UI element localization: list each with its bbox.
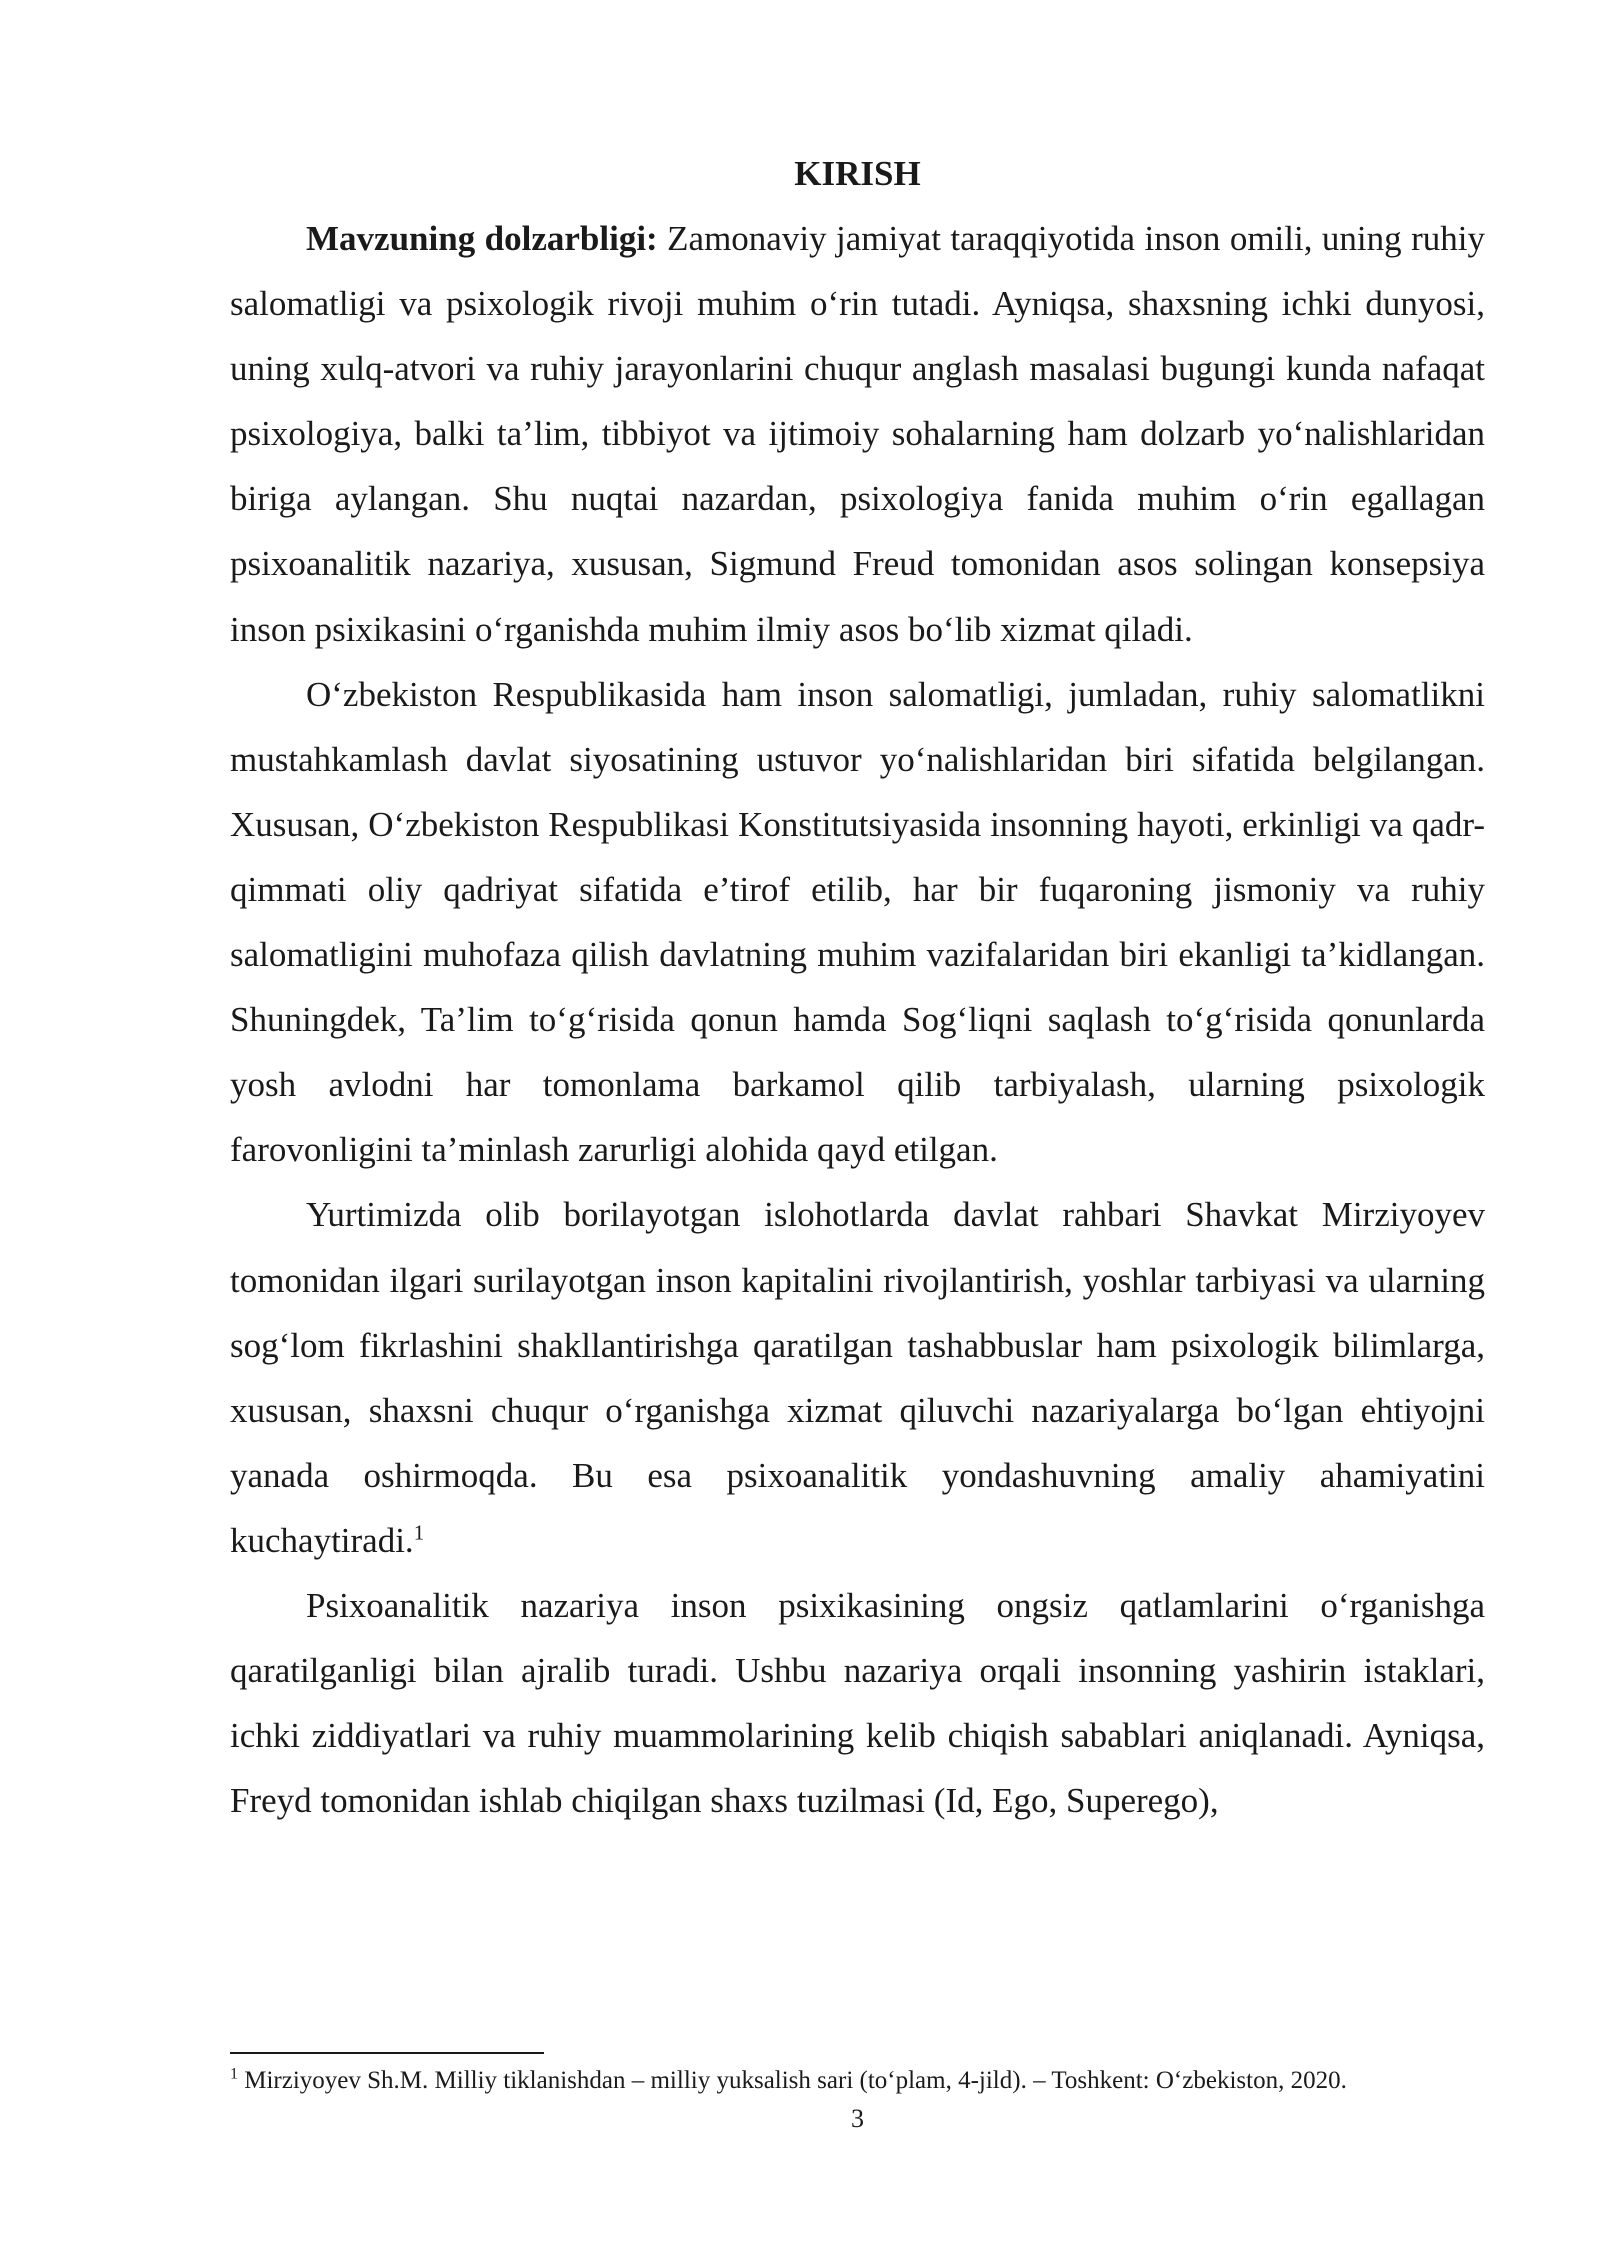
footnote-text: Mirziyoyev Sh.M. Milliy tiklanishdan – milliy yuksalish sari (to‘plam, 4-jild). – Toshkent: O‘zbekiston, 2020. bbox=[238, 2067, 1347, 2094]
paragraph-text: Zamonaviy jamiyat taraqqiyotida inson omili, uning ruhiy salomatligi va psixologik rivoji muhim o‘rin tutadi. Ayniqsa, shaxsning ichki dunyosi, uning xulq-atvori va ruhiy jarayonlarini chuqur anglash masalasi bugungi kunda nafaqat psixologiya, balki ta’lim, tibbiyot va ijtimoiy sohalarning ham dolzarb yo‘nalishlaridan biriga aylangan. Shu nuqtai nazardan, psixologiya fanida muhim o‘rin egallagan psixoanalitik nazariya, xususan, Sigmund Freud tomonidan asos solingan konsepsiya inson psixikasini o‘rganishda muhim ilmiy asos bo‘lib xizmat qiladi. bbox=[230, 219, 1485, 649]
body-text bbox=[230, 206, 1485, 1833]
paragraph-lead: Mavzuning dolzarbligi: bbox=[306, 219, 658, 258]
footnote-reference[interactable]: 1 bbox=[413, 1520, 425, 1545]
page-number: 3 bbox=[851, 2104, 864, 2133]
paragraph-psychoanalytic-theory: Psixoanalitik nazariya inson psixikasining ongsiz qatlamlarini o‘rganishga qaratilganligi bilan ajralib turadi. Ushbu nazariya orqali insonning yashirin istaklari, ichki ziddiyatlari va ruhiy muammolarining kelib chiqish sabablari aniqlanadi. Ayniqsa, Freyd tomonidan ishlab chiqilgan shaxs tuzilmasi (Id, Ego, Superego), bbox=[230, 1585, 1485, 1821]
paragraph-reforms bbox=[230, 1182, 1485, 1573]
page-heading: KIRISH bbox=[794, 154, 921, 193]
paragraph-uzbekistan-policy: O‘zbekiston Respublikasida ham inson salomatligi, jumladan, ruhiy salomatlikni mustahkamlash davlat siyosatining ustuvor yo‘nalishlaridan biri sifatida belgilangan. Xususan, O‘zbekiston Respublikasi Konstitutsiyasida insonning hayoti, erkinligi va qadr-qimmati oliy qadriyat sifatida e’tirof etilib, har bir fuqaroning jismoniy va ruhiy salomatligini muhofaza qilish davlatning muhim vazifalaridan biri ekanligi ta’kidlangan. Shuningdek, Ta’lim to‘g‘risida qonun hamda Sog‘liqni saqlash to‘g‘risida qonunlarda yosh avlodni har tomonlama barkamol qilib tarbiyalash, ularning psixologik farovonligini ta’minlash zarurligi alohida qayd etilgan. bbox=[230, 674, 1485, 1170]
paragraph-relevance bbox=[230, 206, 1485, 662]
footnote bbox=[230, 2064, 1485, 2098]
paragraph-text: Yurtimizda olib borilayotgan islohotlarda davlat rahbari Shavkat Mirziyoyev tomonidan ilgari surilayotgan inson kapitalini rivojlantirish, yoshlar tarbiyasi va ularning sog‘lom fikrlashini shakllantirishga qaratilgan tashabbuslar ham psixologik bilimlarga, xususan, shaxsni chuqur o‘rganishga xizmat qiluvchi nazariyalarga bo‘lgan ehtiyojni yanada oshirmoqda. Bu esa psixoanalitik yondashuvning amaliy ahamiyatini kuchaytiradi. bbox=[230, 1195, 1485, 1560]
footnote-divider bbox=[230, 2052, 544, 2054]
footnote-marker: 1 bbox=[230, 2065, 238, 2083]
